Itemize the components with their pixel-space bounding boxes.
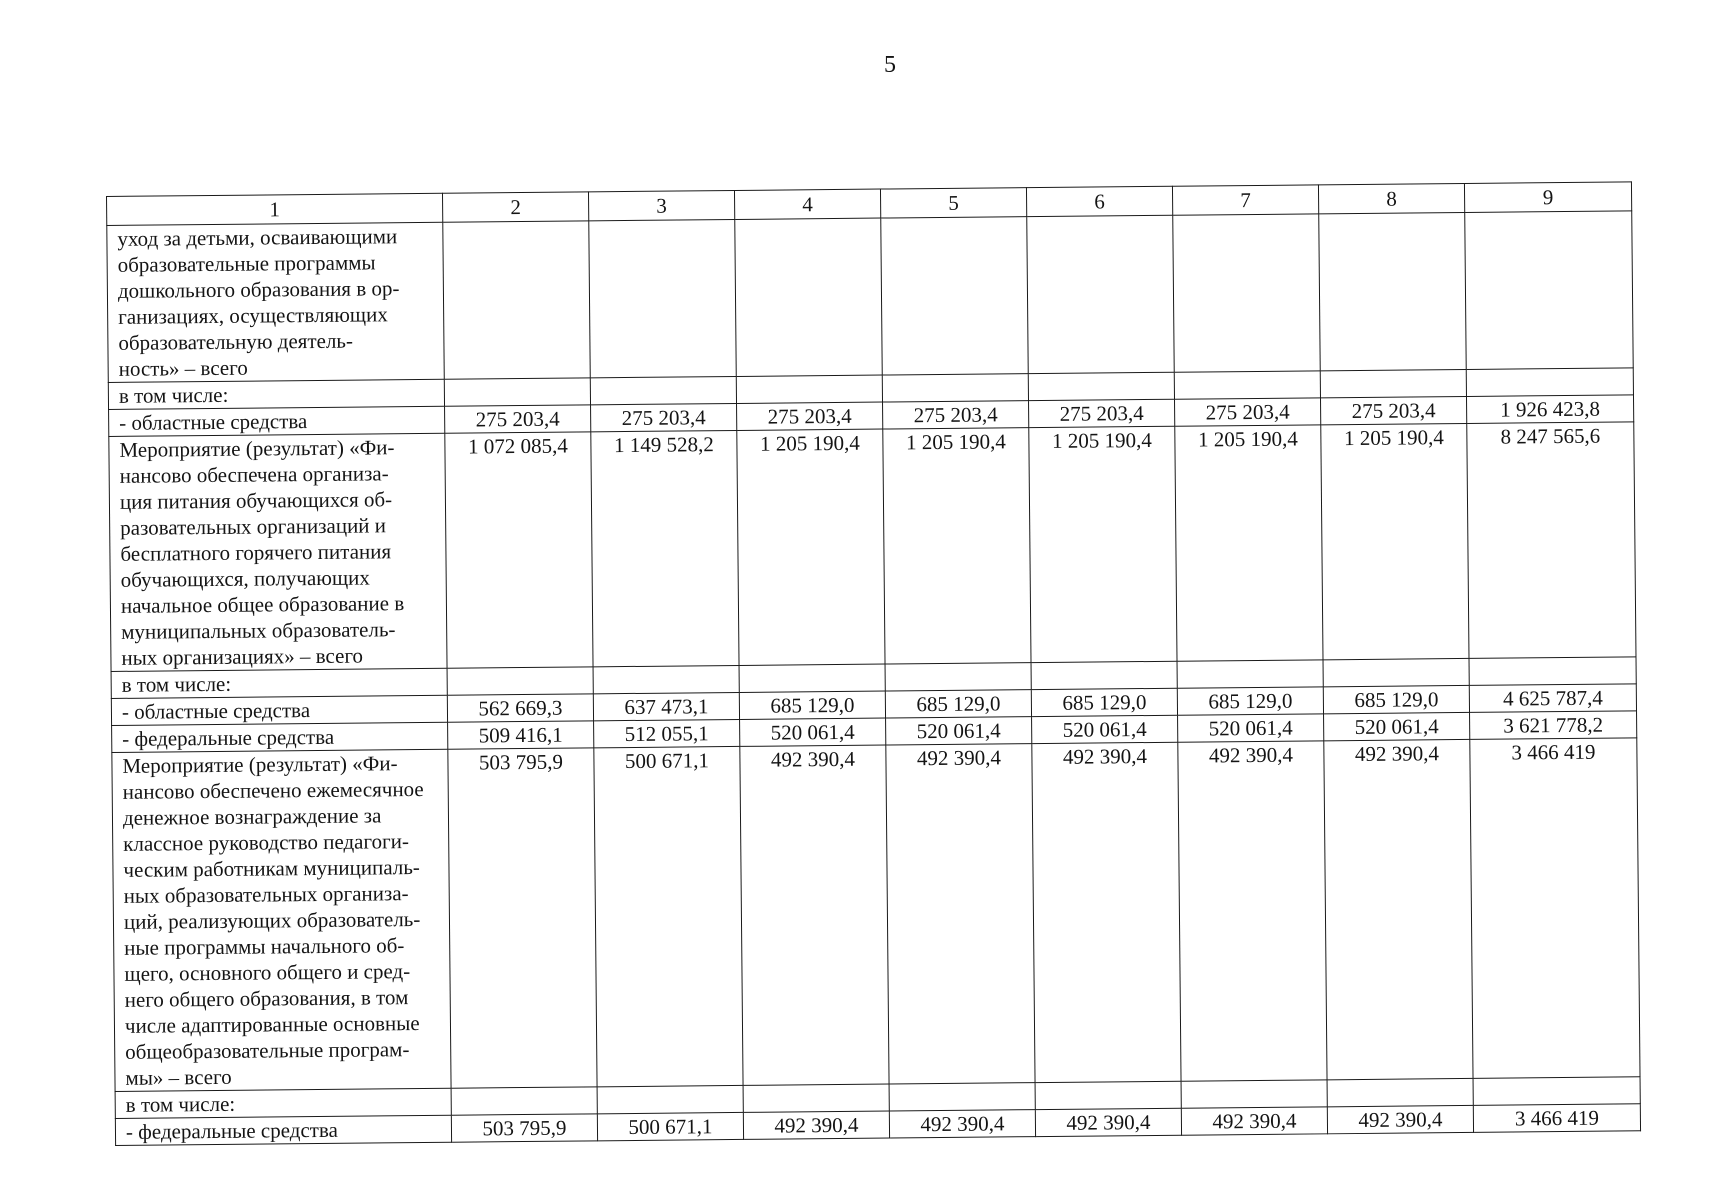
row-label xyxy=(107,222,444,382)
value-cell xyxy=(447,667,593,695)
value-cell xyxy=(589,219,737,377)
value-cell: 275 203,4 xyxy=(1175,398,1321,426)
value-cell xyxy=(882,374,1028,402)
value-cell: 500 671,1 xyxy=(597,1112,743,1140)
row-label-line: щего, основного общего и сред- xyxy=(124,959,411,986)
value-cell: 685 129,0 xyxy=(1323,685,1469,713)
value-cell xyxy=(1031,661,1177,689)
column-header: 1 xyxy=(107,193,443,225)
value-cell: 8 247 565,6 xyxy=(1467,422,1636,659)
value-cell: 512 055,1 xyxy=(594,719,740,747)
value-cell: 3 466 419 xyxy=(1470,738,1640,1079)
row-label: - федеральные средства xyxy=(112,722,448,752)
value-cell: 492 390,4 xyxy=(889,1110,1035,1138)
value-cell xyxy=(1173,214,1321,372)
row-label: в том числе: xyxy=(108,379,444,409)
value-cell: 637 473,1 xyxy=(593,692,739,720)
column-header: 9 xyxy=(1464,182,1631,213)
value-cell: 275 203,4 xyxy=(1320,396,1466,424)
row-label-line: Мероприятие (результат) «Фи- xyxy=(122,751,398,778)
value-cell: 520 061,4 xyxy=(1178,714,1324,742)
value-cell: 685 129,0 xyxy=(739,691,885,719)
value-cell: 492 390,4 xyxy=(1327,1105,1473,1133)
value-cell: 685 129,0 xyxy=(1031,688,1177,716)
value-cell: 503 795,9 xyxy=(451,1114,597,1142)
row-label-line: ганизациях, осуществляющих xyxy=(118,302,388,329)
value-cell: 4 625 787,4 xyxy=(1469,684,1636,713)
table-row xyxy=(107,211,1633,383)
row-label-line: муниципальных образователь- xyxy=(121,617,396,644)
value-cell xyxy=(1027,215,1175,373)
value-cell xyxy=(597,1085,743,1113)
value-cell xyxy=(739,664,885,692)
value-cell: 275 203,4 xyxy=(445,405,591,433)
value-cell xyxy=(444,378,590,406)
row-label-line: числе адаптированные основные xyxy=(124,1011,420,1038)
row-label-line: образовательную деятель- xyxy=(118,328,354,355)
value-cell: 3 466 419 xyxy=(1473,1104,1640,1133)
value-cell xyxy=(451,1087,597,1115)
value-cell xyxy=(736,375,882,403)
row-label-line: ность» – всего xyxy=(118,355,248,381)
column-header: 8 xyxy=(1318,183,1464,213)
table-row xyxy=(112,738,1640,1092)
value-cell: 492 390,4 xyxy=(1178,741,1327,1081)
value-cell xyxy=(443,221,591,379)
value-cell xyxy=(1035,1081,1181,1109)
row-label-line: Мероприятие (результат) «Фи- xyxy=(119,435,395,462)
value-cell: 1 205 190,4 xyxy=(883,428,1031,664)
value-cell xyxy=(1466,368,1633,397)
value-cell xyxy=(1323,658,1469,686)
value-cell xyxy=(1320,369,1466,397)
row-label-line: уход за детьми, осваивающими xyxy=(117,224,398,251)
row-label-line: ных образовательных организа- xyxy=(123,881,409,908)
row-label-line: дошкольного образования в ор- xyxy=(117,276,400,303)
row-label-line: классное руководство педагоги- xyxy=(123,829,409,856)
value-cell: 685 129,0 xyxy=(1177,687,1323,715)
row-label: в том числе: xyxy=(111,668,447,698)
column-header: 7 xyxy=(1172,185,1318,215)
value-cell: 492 390,4 xyxy=(886,744,1035,1084)
row-label-line: мы» – всего xyxy=(125,1064,232,1090)
value-cell: 1 205 190,4 xyxy=(1175,425,1323,661)
value-cell xyxy=(1028,372,1174,400)
value-cell xyxy=(1473,1077,1640,1106)
row-label-line: бесплатного горячего питания xyxy=(120,539,392,566)
table-row xyxy=(109,422,1636,672)
value-cell: 503 795,9 xyxy=(448,748,597,1088)
value-cell xyxy=(1465,211,1633,370)
value-cell: 500 671,1 xyxy=(594,746,743,1086)
row-label: - федеральные средства xyxy=(115,1115,451,1145)
row-label-line: разовательных организаций и xyxy=(120,513,387,540)
row-label-line: ция питания обучающихся об- xyxy=(119,487,393,514)
value-cell xyxy=(1181,1080,1327,1108)
value-cell: 562 669,3 xyxy=(447,694,593,722)
value-cell: 1 149 528,2 xyxy=(591,430,739,666)
value-cell: 492 390,4 xyxy=(1035,1108,1181,1136)
value-cell xyxy=(593,665,739,693)
value-cell: 275 203,4 xyxy=(591,403,737,431)
row-label-line: ные программы начального об- xyxy=(124,933,405,960)
row-label xyxy=(112,749,451,1091)
budget-table-sheet xyxy=(106,181,1641,1146)
row-label-line: образовательные программы xyxy=(117,250,376,277)
value-cell: 1 205 190,4 xyxy=(737,429,885,665)
value-cell: 492 390,4 xyxy=(1324,739,1473,1079)
row-label xyxy=(109,433,447,671)
budget-table xyxy=(106,181,1641,1146)
value-cell xyxy=(1177,660,1323,688)
page-number: 5 xyxy=(884,52,896,78)
value-cell: 1 926 423,8 xyxy=(1466,395,1633,424)
value-cell xyxy=(881,217,1029,375)
value-cell: 492 390,4 xyxy=(1181,1107,1327,1135)
column-header: 6 xyxy=(1026,186,1172,216)
value-cell: 520 061,4 xyxy=(1032,715,1178,743)
column-header: 2 xyxy=(442,192,588,222)
row-label-line: нансово обеспечена организа- xyxy=(119,461,389,488)
value-cell: 3 621 778,2 xyxy=(1470,711,1637,740)
row-label-line: начальное общее образование в xyxy=(120,591,405,618)
value-cell: 520 061,4 xyxy=(886,717,1032,745)
value-cell: 275 203,4 xyxy=(737,402,883,430)
value-cell xyxy=(885,663,1031,691)
column-header: 5 xyxy=(880,188,1026,218)
value-cell: 520 061,4 xyxy=(1324,712,1470,740)
value-cell: 275 203,4 xyxy=(1029,399,1175,427)
row-label: в том числе: xyxy=(115,1088,451,1118)
value-cell: 275 203,4 xyxy=(883,401,1029,429)
value-cell: 1 205 190,4 xyxy=(1029,426,1177,662)
value-cell xyxy=(889,1083,1035,1111)
value-cell: 492 390,4 xyxy=(740,745,889,1085)
row-label-line: ческим работникам муниципаль- xyxy=(123,855,420,882)
value-cell: 685 129,0 xyxy=(885,690,1031,718)
row-label-line: ций, реализующих образователь- xyxy=(123,907,421,934)
value-cell: 520 061,4 xyxy=(740,718,886,746)
column-header: 3 xyxy=(588,190,734,220)
value-cell xyxy=(735,218,883,376)
value-cell: 492 390,4 xyxy=(1032,742,1181,1082)
value-cell xyxy=(1319,212,1467,370)
row-label: - областные средства xyxy=(109,406,445,436)
column-header: 4 xyxy=(734,189,880,219)
row-label-line: ных организациях» – всего xyxy=(121,643,364,670)
value-cell xyxy=(1174,371,1320,399)
value-cell xyxy=(590,376,736,404)
row-label: - областные средства xyxy=(111,695,447,725)
value-cell xyxy=(1327,1078,1473,1106)
row-label-line: общеобразовательные програм- xyxy=(125,1037,410,1064)
value-cell: 1 072 085,4 xyxy=(445,432,593,668)
row-label-line: денежное вознаграждение за xyxy=(122,803,382,830)
row-label-line: обучающихся, получающих xyxy=(120,565,370,592)
row-label-line: него общего образования, в том xyxy=(124,985,409,1012)
value-cell xyxy=(743,1084,889,1112)
value-cell: 1 205 190,4 xyxy=(1321,423,1469,659)
row-label-line: нансово обеспечено ежемесячное xyxy=(122,776,424,804)
value-cell xyxy=(1469,657,1636,686)
value-cell: 492 390,4 xyxy=(743,1111,889,1139)
value-cell: 509 416,1 xyxy=(448,721,594,749)
